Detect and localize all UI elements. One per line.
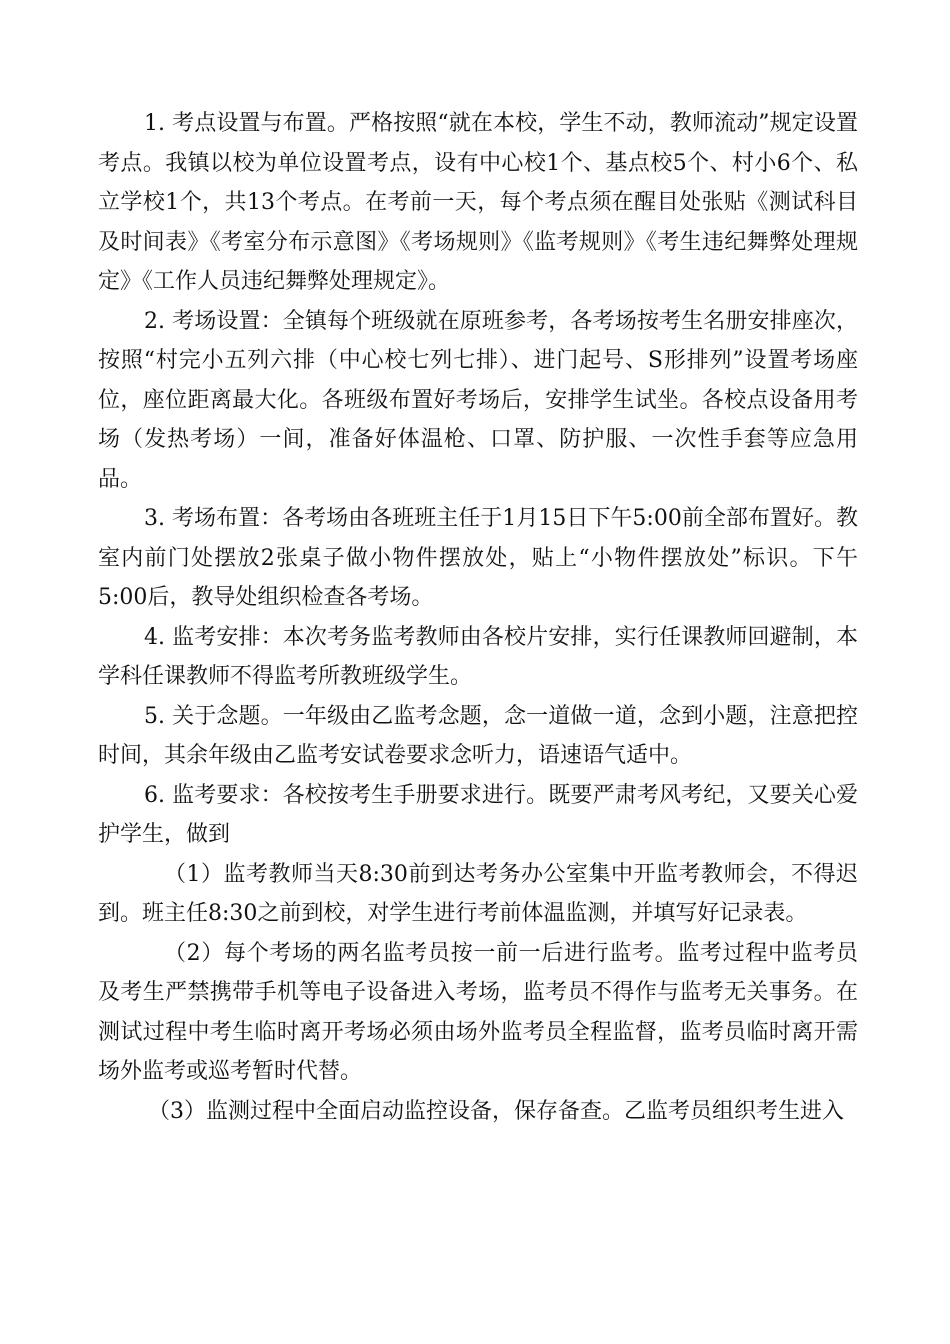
paragraph-invigilation-arrangement: 4. 监考安排：本次考务监考教师由各校片安排，实行任课教师回避制，本学科任课教师不得监考所教班级学生。 [98, 624, 858, 689]
paragraph-reading-questions: 5. 关于念题。一年级由乙监考念题，念一道做一道，念到小题，注意把控时间，其余年级由乙监考安试卷要求念听力，语速语气适中。 [98, 703, 858, 768]
paragraph-invigilation-requirements: 6. 监考要求：各校按考生手册要求进行。既要严肃考风考纪，又要关心爱护学生，做到 [98, 782, 858, 847]
paragraph-requirement-3: （3）监测过程中全面启动监控设备，保存备查。乙监考员组织考生进入 [148, 1098, 844, 1124]
paragraph-exam-site-setup: 1. 考点设置与布置。严格按照“就在本校，学生不动，教师流动”规定设置考点。我镇以校为单位设置考点，设有中心校1个、基点校5个、村小6个、私立学校1个，共13个考点。在考前一天，每个考点须在醒目处张贴《测试科目及时间表》《考室分布示意图》《考场规则》《监考规则》《考生违纪舞弊处理规定》《工作人员违纪舞弊处理规定》。 [98, 111, 858, 294]
document-page [98, 104, 858, 1131]
paragraph-requirement-1: （1）监考教师当天8:30前到达考务办公室集中开监考教师会，不得迟到。班主任8:30之前到校，对学生进行考前体温监测，并填写好记录表。 [98, 861, 858, 926]
paragraph-exam-room-arrangement: 3. 考场布置：各考场由各班班主任于1月15日下午5:00前全部布置好。教室内前门处摆放2张桌子做小物件摆放处，贴上“小物件摆放处”标识。下午5:00后，教导处组织检查各考场。 [98, 506, 858, 610]
paragraph-exam-room-setup: 2. 考场设置：全镇每个班级就在原班参考，各考场按考生名册安排座次，按照“村完小五列六排（中心校七列七排）、进门起号、S形排列”设置考场座位，座位距离最大化。各班级布置好考场后，安排学生试坐。各校点设备用考场（发热考场）一间，准备好体温枪、口罩、防护服、一次性手套等应急用品。 [98, 308, 858, 492]
paragraph-requirement-2: （2）每个考场的两名监考员按一前一后进行监考。监考过程中监考员及考生严禁携带手机等电子设备进入考场，监考员不得作与监考无关事务。在测试过程中考生临时离开考场必须由场外监考员全程监督，监考员临时离开需场外监考或巡考暂时代替。 [98, 940, 858, 1084]
